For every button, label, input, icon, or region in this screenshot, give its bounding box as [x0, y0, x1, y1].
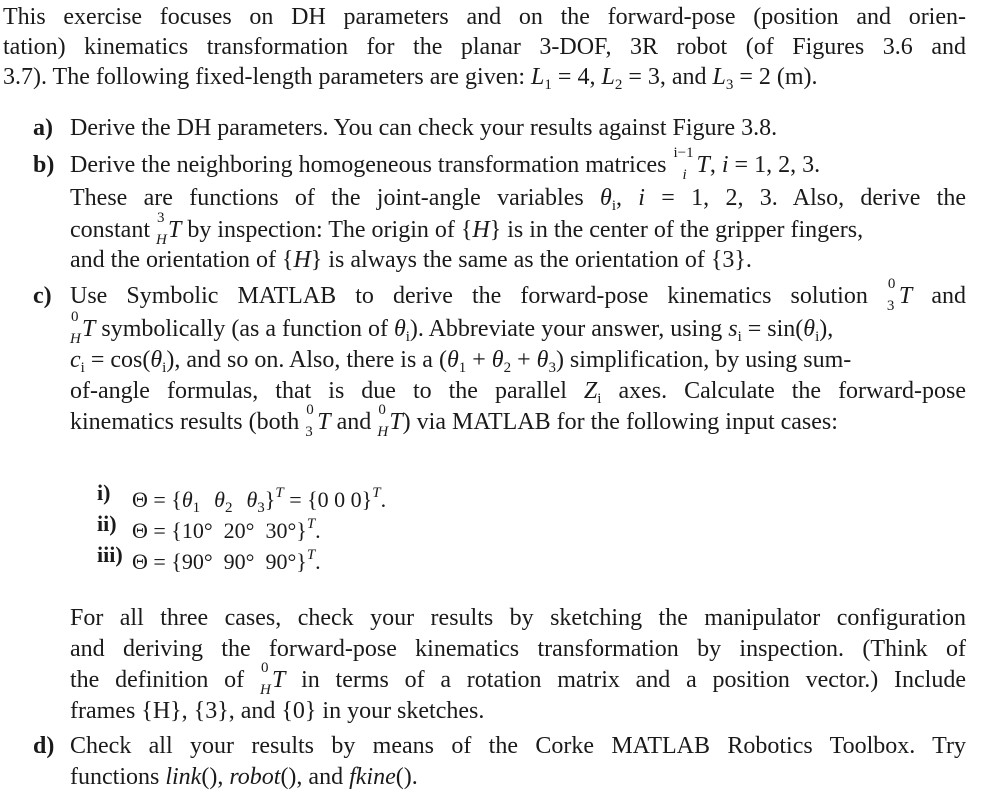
part-b-line-4: and the orientation of {H} is always the same as the orientation of {3}.: [70, 247, 752, 273]
fn-robot: robot: [229, 764, 281, 790]
part-c-line-4: of-angle formulas, that is due to the parallel $Z_i$ axes. Calculate the forward-pose: [70, 378, 967, 407]
part-b-line-2: These are functions of the joint-angle variables $\theta_i$, i = 1, 2, 3. Also, derive the: [70, 185, 966, 214]
part-c-para-3: the definition of 0 H T in terms of a rotation matrix and a position vector.) Include: [70, 660, 966, 699]
part-b-label: b): [33, 152, 55, 178]
part-c-line-3: $c_i = \cos(\theta_i)$, and so on. Also, there is a $(\theta_1 + \theta_2 + \theta_3)$ simplification, by using sum-: [70, 347, 852, 376]
part-c-para-1: For all three cases, check your results by sketching the manipulator configuration: [70, 605, 966, 631]
fn-fkine: fkine: [349, 764, 396, 790]
case-ii-label: ii): [97, 511, 117, 536]
part-c-line-2: 0 H T symbolically (as a function of $\theta_i$). Abbreviate your answer, using $s_i = \sin(\theta_i)$,: [70, 309, 834, 348]
fn-link: link: [165, 764, 202, 790]
case-iii-label: iii): [97, 542, 123, 567]
part-d-line-2: functions link(), robot(), and fkine().: [70, 764, 418, 790]
part-c-para-4: frames {H}, {3}, and {0} in your sketches.: [70, 698, 485, 724]
part-c-line-1: Use Symbolic MATLAB to derive the forward-pose kinematics solution 0 3 T and: [70, 276, 966, 315]
part-d-line-1: Check all your results by means of the Corke MATLAB Robotics Toolbox. Try: [70, 733, 966, 759]
case-i-label: i): [97, 480, 111, 505]
part-d-label: d): [33, 733, 55, 759]
part-b-line-3: constant 3 H T by inspection: The origin of {H} is in the center of the gripper fingers,: [70, 210, 864, 249]
case-ii-text: Θ = {10° 20° 30°}$^T$.: [132, 516, 321, 543]
case-iii-text: Θ = {90° 90° 90°}$^T$.: [132, 547, 321, 574]
part-a-text: Derive the DH parameters. You can check your results against Figure 3.8.: [70, 115, 778, 141]
intro-line-3: 3.7). The following fixed-length parameters are given: $L_1 = 4$, $L_2 = 3$, and $L_3 = 2$ (m).: [3, 64, 818, 93]
part-c-label: c): [33, 283, 52, 309]
intro-line-2: tation) kinematics transformation for the planar 3-DOF, 3R robot (of Figures 3.6 and: [3, 34, 966, 60]
case-i-text: $\Theta = \{\theta_1$ $\theta_2$ $\theta_3\}^T = \{0$ 0 0}$^T$.: [132, 485, 387, 516]
part-a-label: a): [33, 115, 53, 141]
part-c-para-2: and deriving the forward-pose kinematics transformation by inspection. (Think of: [70, 636, 966, 662]
intro-line-1: This exercise focuses on DH parameters and on the forward-pose (position and orien-: [3, 4, 966, 30]
part-b-line-1: Derive the neighboring homogeneous transformation matrices i−1 i T, i = 1, 2, 3.: [70, 145, 821, 184]
part-c-line-5: kinematics results (both 0 3 T and 0 H T) via MATLAB for the following input cases:: [70, 402, 838, 441]
